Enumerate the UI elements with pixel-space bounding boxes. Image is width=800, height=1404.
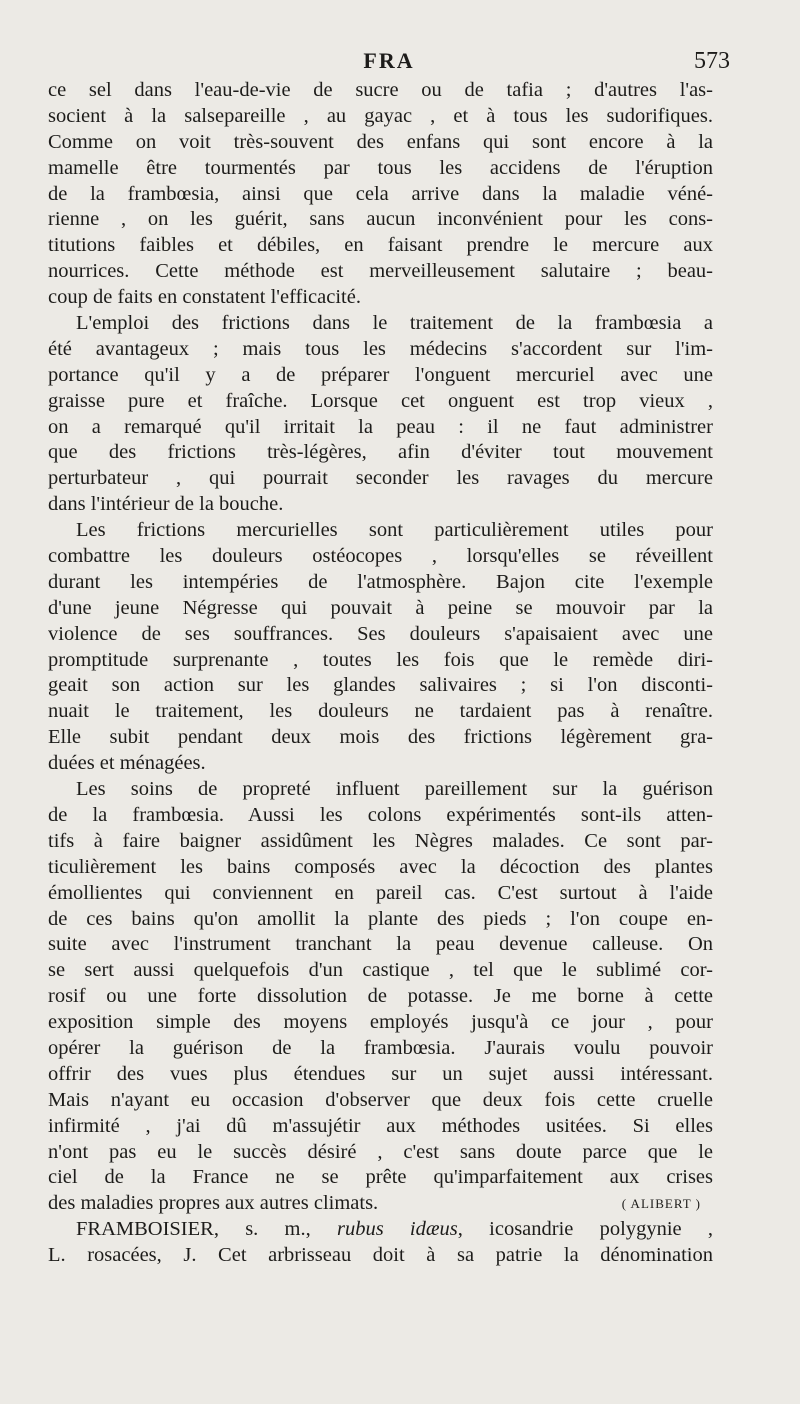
text-line: portance qu'il y a de préparer l'onguent mercuriel avec une [48, 363, 713, 386]
entry-latin-name: rubus idæus [336, 1218, 458, 1241]
entry-headword: FRAMBOISIER [76, 1218, 214, 1241]
text-line: opérer la guérison de la frambœsia. J'aurais voulu pouvoir [48, 1036, 713, 1059]
text-line: de la frambœsia, ainsi que cela arrive dans la maladie véné- [48, 182, 713, 205]
text-line: des maladies propres aux autres climats. [48, 1192, 379, 1215]
text-line: été avantageux ; mais tous les médecins s'accordent sur l'im- [48, 337, 713, 360]
text-line: de ces bains qu'on amollit la plante des pieds ; l'on coupe en- [48, 907, 713, 930]
text-line: nuait le traitement, les douleurs ne tardaient pas à renaître. [48, 700, 713, 723]
text-line: suite avec l'instrument tranchant la peau devenue calleuse. On [48, 933, 713, 956]
text-line: combattre les douleurs ostéocopes , lorsqu'elles se réveillent [48, 545, 713, 568]
paragraph-start-line: Les frictions mercurielles sont particulièrement utiles pour [76, 519, 713, 542]
text-body [48, 78, 713, 1269]
text-line: n'ont pas eu le succès désiré , c'est sans doute parce que le [48, 1140, 713, 1163]
text-line: violence de ses souffrances. Ses douleurs s'apaisaient avec une [48, 622, 713, 645]
text-line: durant les intempéries de l'atmosphère. Bajon cite l'exemple [48, 570, 713, 593]
signed-line [48, 1191, 713, 1217]
text-line: rienne , on les guérit, sans aucun inconvénient pour les cons- [48, 208, 713, 231]
text-line: rosif ou une forte dissolution de potasse. Je me borne à cette [48, 985, 713, 1008]
text-line: ciel de la France ne se prête qu'imparfaitement aux crises [48, 1166, 713, 1189]
text-line: d'une jeune Négresse qui pouvait à peine se mouvoir par la [48, 596, 713, 619]
text-line: coup de faits en constatent l'efficacité. [48, 286, 361, 309]
text-line: dans l'intérieur de la bouche. [48, 493, 284, 516]
author-signature: ( ALIBERT ) [621, 1196, 701, 1212]
text-line: émollientes qui conviennent en pareil cas. C'est surtout à l'aide [48, 881, 713, 904]
text-line: Mais n'ayant eu occasion d'observer que deux fois cette cruelle [48, 1088, 713, 1111]
text-line: socient à la salsepareille , au gayac , et à tous les sudorifiques. [48, 104, 713, 127]
text-line: que des frictions très-légères, afin d'éviter tout mouvement [48, 441, 713, 464]
paragraph-start-line: Les soins de propreté influent pareillement sur la guérison [76, 778, 713, 801]
text-line: nourrices. Cette méthode est merveilleusement salutaire ; beau- [48, 260, 713, 283]
text-line: geait son action sur les glandes salivaires ; si l'on disconti- [48, 674, 713, 697]
paragraph-start-line: L'emploi des frictions dans le traitement de la frambœsia a [76, 312, 713, 335]
text-line: perturbateur , qui pourrait seconder les ravages du mercure [48, 467, 713, 490]
text-line: de la frambœsia. Aussi les colons expérimentés sont-ils atten- [48, 803, 713, 826]
text-line: Comme on voit très-souvent des enfans qui sont encore à la [48, 130, 713, 153]
text-line: graisse pure et fraîche. Lorsque cet onguent est trop vieux , [48, 389, 713, 412]
text-line: titutions faibles et débiles, en faisant prendre le mercure aux [48, 234, 713, 257]
text-line: exposition simple des moyens employés jusqu'à ce jour , pour [48, 1011, 713, 1034]
text-line: L. rosacées, J. Cet arbrisseau doit à sa patrie la dénomination [48, 1244, 713, 1267]
text-line: ticulièrement les bains composés avec la décoction des plantes [48, 855, 713, 878]
text-line: duées et ménagées. [48, 752, 206, 775]
text-line: infirmité , j'ai dû m'assujétir aux méthodes usitées. Si elles [48, 1114, 713, 1137]
text-line: se sert aussi quelquefois d'un castique , tel que le sublimé cor- [48, 959, 713, 982]
entry-text: , s. m., [213, 1218, 337, 1241]
text-line: on a remarqué qu'il irritait la peau : il ne faut administrer [48, 415, 713, 438]
page-header [48, 48, 730, 78]
text-line: Elle subit pendant deux mois des frictions légèrement gra- [48, 726, 713, 749]
text-line: promptitude surprenante , toutes les fois que le remède diri- [48, 648, 713, 671]
text-line: mamelle être tourmentés par tous les accidens de l'éruption [48, 156, 713, 179]
page-number: 573 [694, 48, 730, 74]
entry-headline [48, 1217, 713, 1243]
text-line: tifs à faire baigner assidûment les Nègres malades. Ce sont par- [48, 829, 713, 852]
entry-text: , icosandrie polygynie , [457, 1218, 713, 1241]
text-line: ce sel dans l'eau-de-vie de sucre ou de tafia ; d'autres l'as- [48, 79, 713, 101]
text-line: offrir des vues plus étendues sur un sujet aussi intéressant. [48, 1062, 713, 1085]
running-head: FRA [363, 48, 415, 73]
